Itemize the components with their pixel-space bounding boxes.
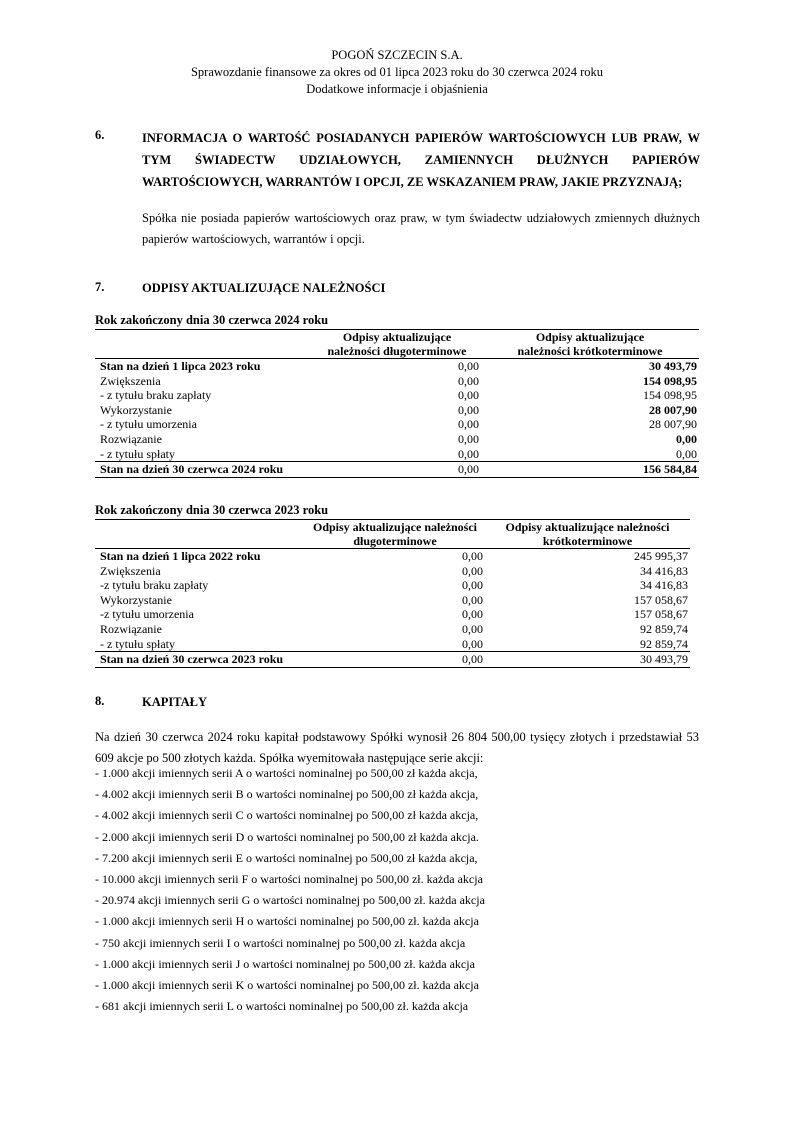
row-label: Stan na dzień 30 czerwca 2024 roku — [95, 462, 313, 478]
report-title: Sprawozdanie finansowe za okres od 01 lipca 2023 roku do 30 czerwca 2024 roku — [190, 65, 604, 79]
section-number: 7. — [95, 280, 105, 294]
table-row — [95, 593, 690, 608]
table-row — [95, 549, 690, 564]
capital-paragraph: Na dzień 30 czerwca 2024 roku kapitał podstawowy Spółki wynosił 26 804 500,00 tysięcy złotych i przedstawiał 53 609 akcje po 500 złotych każda. Spółka wyemitowała następujące serie akcji: — [95, 730, 699, 765]
row-long-value: 0,00 — [305, 652, 485, 668]
row-long-value: 0,00 — [462, 636, 483, 651]
row-short-value: 34 416,83 — [640, 578, 688, 593]
table-row — [95, 374, 699, 389]
section-title: ODPISY AKTUALIZUJĄCE NALEŻNOŚCI — [142, 281, 386, 295]
row-short-value: 154 098,95 — [643, 388, 697, 403]
table-row — [95, 622, 690, 637]
row-short-value: 28 007,90 — [649, 402, 697, 417]
list-item: - 10.000 akcji imiennych serii F o wartości nominalnej po 500,00 zł. każda akcja — [95, 871, 483, 886]
row-label: Rozwiązanie — [100, 621, 162, 636]
section-text: Spółka nie posiada papierów wartościowych oraz praw, w tym świadectw udziałowych zmiennych dłużnych papierów wartościowych, warrantów i opcji. — [142, 211, 700, 246]
table-row — [95, 432, 699, 447]
table-row — [95, 578, 690, 593]
list-item: - 20.974 akcji imiennych serii G o wartości nominalnej po 500,00 zł. każda akcja — [95, 893, 485, 908]
header-empty — [95, 330, 313, 359]
list-item: - 1.000 akcji imiennych serii K o wartości nominalnej po 500,00 zł. każda akcja — [95, 977, 479, 992]
section-number: 6. — [95, 128, 105, 142]
table-row — [95, 564, 690, 579]
row-long-value: 0,00 — [458, 402, 479, 417]
table-row — [95, 388, 699, 403]
row-label: - z tytułu spłaty — [100, 446, 175, 461]
row-long-value: 0,00 — [458, 431, 479, 446]
list-item: - 1.000 akcji imiennych serii J o wartości nominalnej po 500,00 zł. każda akcja — [95, 956, 475, 971]
row-label: -z tytułu braku zapłaty — [100, 578, 209, 593]
section-title: INFORMACJA O WARTOŚĆ POSIADANYCH PAPIERÓW WARTOŚCIOWYCH LUB PRAW, W TYM ŚWIADECTW UDZIAŁOWYCH, ZAMIENNYCH DŁUŻNYCH PAPIERÓW WARTOŚCIOWYCH, WARRANTÓW I OPCJI, ZE WSKAZANIEM PRAW, JAKIE PRZYZNAJĄ; — [142, 131, 700, 189]
table-2024 — [95, 329, 699, 478]
list-item: - 1.000 akcji imiennych serii A o wartości nominalnej po 500,00 zł każda akcja, — [95, 766, 478, 780]
row-long-value: 0,00 — [462, 592, 483, 607]
table-caption: Rok zakończony dnia 30 czerwca 2024 roku — [95, 313, 329, 327]
row-label: Stan na dzień 30 czerwca 2023 roku — [95, 652, 305, 668]
row-long-value: 0,00 — [462, 578, 483, 593]
section-title: KAPITAŁY — [142, 695, 208, 709]
row-long-value: 0,00 — [313, 462, 481, 478]
row-long-value: 0,00 — [458, 446, 479, 461]
table-header-row — [95, 330, 699, 359]
row-short-value: 245 995,37 — [634, 549, 688, 563]
row-short-value: 0,00 — [676, 446, 697, 461]
table-row — [95, 417, 699, 432]
page-header — [0, 47, 794, 98]
table-total-row — [95, 652, 690, 668]
list-item: - 2.000 akcji imiennych serii D o wartości nominalnej po 500,00 zł każda akcja. — [95, 829, 479, 844]
table-caption: Rok zakończony dnia 30 czerwca 2023 roku — [95, 503, 329, 517]
table-header-row — [95, 520, 690, 549]
row-short-value: 92 859,74 — [640, 621, 688, 636]
list-item: - 681 akcji imiennych serii L o wartości nominalnej po 500,00 zł. każda akcja — [95, 999, 469, 1014]
row-label: - z tytułu spłaty — [100, 636, 175, 651]
row-long-value: 0,00 — [458, 359, 479, 373]
row-label: Stan na dzień 1 lipca 2023 roku — [100, 359, 261, 373]
list-item: - 750 akcji imiennych serii I o wartości nominalnej po 500,00 zł. każda akcja — [95, 935, 466, 950]
table-row — [95, 403, 699, 418]
table-row — [95, 447, 699, 462]
row-label: Wykorzystanie — [100, 592, 172, 607]
company-name: POGOŃ SZCZECIN S.A. — [331, 48, 463, 62]
row-label: - z tytułu umorzenia — [100, 417, 197, 432]
row-label: Stan na dzień 1 lipca 2022 roku — [100, 549, 261, 563]
row-short-value: 34 416,83 — [640, 563, 688, 578]
row-short-value: 30 493,79 — [485, 652, 690, 668]
header-short-term: Odpisy aktualizujące należności krótkoterminowe — [481, 330, 699, 359]
row-label: Zwiększenia — [100, 563, 161, 578]
list-item: - 4.002 akcji imiennych serii C o wartości nominalnej po 500,00 zł każda akcja, — [95, 808, 479, 823]
row-short-value: 92 859,74 — [640, 636, 688, 651]
header-short-term: Odpisy aktualizujące należności krótkoterminowe — [485, 520, 690, 549]
header-long-term: Odpisy aktualizujące należności długoterminowe — [305, 520, 485, 549]
list-item: - 1.000 akcji imiennych serii H o wartości nominalnej po 500,00 zł. każda akcja — [95, 914, 479, 929]
row-label: - z tytułu braku zapłaty — [100, 388, 212, 403]
row-short-value: 157 058,67 — [634, 607, 688, 622]
row-label: Rozwiązanie — [100, 431, 162, 446]
share-series-list — [95, 763, 699, 1017]
header-long-term: Odpisy aktualizujące należności długoterminowe — [313, 330, 481, 359]
section-number: 8. — [95, 694, 105, 708]
table-row — [95, 359, 699, 374]
row-long-value: 0,00 — [458, 388, 479, 403]
report-subtitle: Dodatkowe informacje i objaśnienia — [306, 82, 488, 96]
table-row — [95, 607, 690, 622]
row-short-value: 30 493,79 — [649, 359, 697, 373]
row-short-value: 154 098,95 — [643, 373, 697, 388]
row-short-value: 156 584,84 — [481, 462, 699, 478]
row-short-value: 157 058,67 — [634, 592, 688, 607]
row-short-value: 28 007,90 — [649, 417, 697, 432]
row-short-value: 0,00 — [676, 431, 697, 446]
row-label: Wykorzystanie — [100, 402, 172, 417]
row-long-value: 0,00 — [462, 621, 483, 636]
list-item: - 7.200 akcji imiennych serii E o wartości nominalnej po 500,00 zł każda akcja, — [95, 850, 478, 865]
table-total-row — [95, 462, 699, 478]
section-6 — [95, 127, 700, 250]
row-long-value: 0,00 — [458, 373, 479, 388]
row-long-value: 0,00 — [462, 607, 483, 622]
table-row — [95, 637, 690, 652]
row-long-value: 0,00 — [458, 417, 479, 432]
row-long-value: 0,00 — [462, 549, 483, 563]
row-long-value: 0,00 — [462, 563, 483, 578]
list-item: - 4.002 akcji imiennych serii B o wartości nominalnej po 500,00 zł każda akcja, — [95, 787, 479, 802]
row-label: Zwiększenia — [100, 373, 161, 388]
section-7 — [95, 280, 700, 297]
header-empty — [95, 520, 305, 549]
row-label: -z tytułu umorzenia — [100, 607, 194, 622]
table-2023 — [95, 519, 690, 668]
section-8 — [95, 694, 700, 711]
